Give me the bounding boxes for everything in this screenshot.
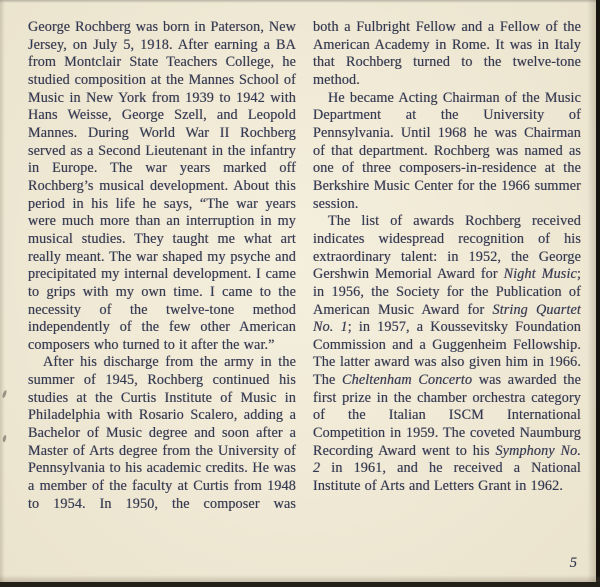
work-title: String Quartet No. 1	[313, 301, 581, 336]
scan-edge-left	[0, 0, 5, 587]
body-text: both a Fulbright Fellow and a Fellow of the American Academy in Rome. It was in Italy that Rochberg turned to the twelve-tone method.	[313, 19, 581, 88]
paragraph	[28, 354, 296, 513]
paragraph	[28, 19, 296, 354]
body-text: After his discharge from the army in the summer of 1945, Rochberg continued his studies at the Curtis Institute of Music in Philadelphia with Rosario Scalero, adding a Bachelor of Music degree and soon after a Master of Arts degree from the University of Pennsylvania to his academic credits. He was a member of the faculty at Curtis from 1948 to 1954. In 1950, the composer was	[28, 354, 296, 512]
body-text: George Rochberg was born in Paterson, New Jersey, on July 5, 1918. After earning a BA from Montclair State Teachers College, he studied composition at the Mannes School of Music in New York from 1939 to 1942 with Hans Weisse, George Szell, and Leopold Mannes. During World War II Rochberg served as a Second Lieutenant in the infantry in Europe. The war years marked off Rochberg’s musical development. About this period in his life he says, “The war years were much more than an interruption in my musical studies. They taught me what art really meant. The war shaped my psyche and precipitated my internal development. I came to grips with my own time. I came to the necessity of the twelve-tone method independently of the few other American composers who turned to it after the war.”	[28, 19, 296, 353]
paragraph	[313, 19, 581, 90]
scan-edge-bottom	[0, 582, 600, 587]
work-title: Symphony No. 2	[313, 442, 581, 477]
page-number: 5	[569, 555, 577, 571]
scan-edge-top	[0, 0, 600, 3]
paragraph	[313, 90, 581, 214]
work-title: Night Music	[503, 266, 577, 283]
scan-edge-bottom-shadow	[0, 575, 600, 582]
column-left	[28, 19, 296, 513]
body-text: was awarded the first prize in the chamber orchestra category of the Italian ISCM International Competition in 1959. The coveted Naumburg Recording Award went to his	[313, 372, 581, 459]
text-columns	[28, 19, 582, 513]
body-text: ; in 1956, the Society for the Publication of American Music Award for	[313, 266, 581, 318]
work-title: Cheltenham Concerto	[342, 372, 473, 389]
body-text: ; in 1957, a Koussevitsky Foundation Commission and a Guggenheim Fellowship. The latter award was also given him in 1966. The	[313, 319, 581, 389]
scan-artifact	[2, 435, 6, 442]
body-text: in 1961, and he received a National Institute of Arts and Letters Grant in 1962.	[313, 460, 581, 495]
body-text: He became Acting Chairman of the Music Department at the University of Pennsylvania. Until 1968 he was Chairman of that department. Rochberg was named as one of three composers-in-residence at the Berkshire Music Center for the 1966 summer session.	[313, 89, 581, 212]
column-right	[313, 19, 581, 513]
body-text: The list of awards Rochberg received indicates widespread recognition of his extraordinary talent: in 1952, the George Gershwin Memorial Award for	[313, 213, 581, 283]
scan-edge-right	[596, 0, 600, 587]
scan-edge-right-shadow	[587, 0, 596, 587]
paragraph	[313, 213, 581, 496]
